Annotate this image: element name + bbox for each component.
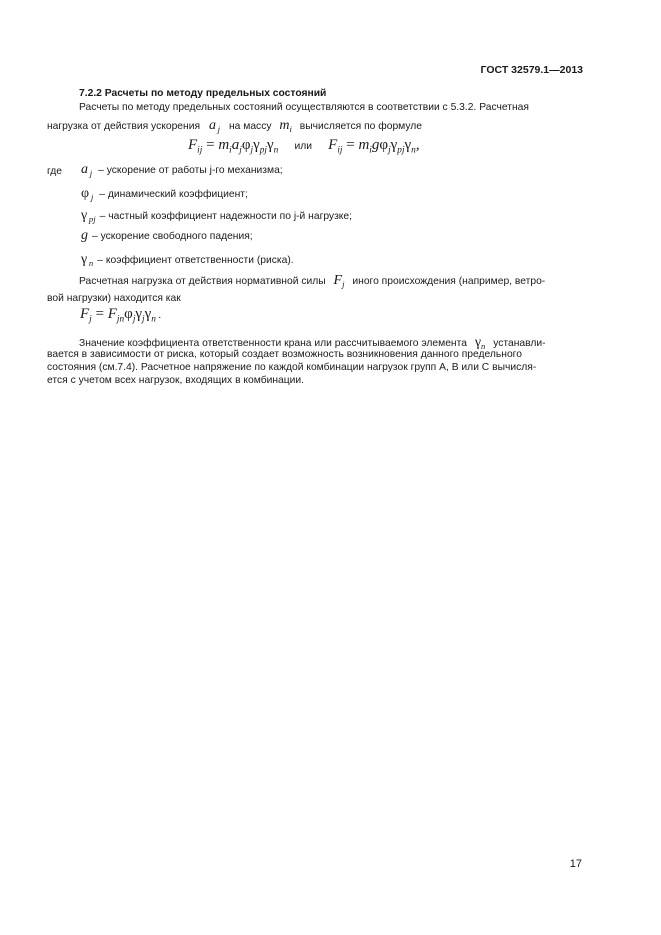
- paragraph-3-line-4: ется с учетом всех нагрузок, входящих в комбинации.: [47, 375, 305, 386]
- definition-gamma-pj: [81, 206, 352, 224]
- formula-load-acceleration: $F_{ij} = m_ia_j\varphi_j\gamma_{pj}\gamma_n$ или $F_{ij} = m_ig\varphi_j\gamma_{pj}\gamma_n$,: [188, 137, 420, 156]
- p3-text-b: устанавли-: [493, 338, 546, 349]
- formula-connector: или: [294, 141, 312, 152]
- symbol-a-j: a $_j$: [208, 118, 221, 135]
- def-symbol-g: g: [81, 228, 88, 243]
- paragraph-3-line-3: состояния (см.7.4). Расчетное напряжение по каждой комбинации нагрузок групп А, В или С вычисля-: [47, 362, 537, 373]
- standard-code: ГОСТ 32579.1—2013: [480, 64, 583, 76]
- page-number: 17: [569, 858, 582, 870]
- p3-text-a: Значение коэффициента ответственности крана или рассчитываемого элемента: [79, 338, 467, 349]
- definition-phi-j: [81, 184, 248, 202]
- section-heading: 7.2.2 Расчеты по методу предельных состояний: [79, 88, 327, 99]
- def-symbol-gamma-n: γ $_n$: [81, 252, 94, 269]
- paragraph-2-line-1: [79, 273, 545, 289]
- formula-normative-force: $F_j = F_{jn}\varphi_j\gamma_j\gamma_n$ .: [80, 306, 161, 325]
- p1-text-b: на массу: [228, 121, 272, 132]
- definition-g: [81, 228, 253, 244]
- p2-text-a: Расчетная нагрузка от действия нормативной силы: [79, 276, 326, 287]
- p2-text-b: иного происхождения (например, ветро-: [352, 276, 546, 287]
- symbol-gamma-n: $\gamma_n$: [474, 335, 486, 352]
- def-symbol-a-j: a $_j$: [81, 162, 93, 179]
- paragraph-3-line-2: вается в зависимости от риска, который создает возможность возникновения данного предельного: [47, 349, 522, 360]
- paragraph-2-line-2: вой нагрузки) находится как: [47, 293, 181, 304]
- paragraph-1-line-1: Расчеты по методу предельных состояний осуществляются в соответствии с 5.3.2. Расчетная: [79, 102, 529, 113]
- def-text-gamma-pj: – частный коэффициент надежности по j-й нагрузке;: [99, 211, 353, 222]
- def-text-a-j: – ускорение от работы j-го механизма;: [98, 165, 283, 176]
- def-text-gamma-n: – коэффициент ответственности (риска).: [97, 255, 294, 266]
- p1-text-c: вычисляется по формуле: [299, 121, 423, 132]
- symbol-m-i: $m_i$: [279, 118, 292, 135]
- paragraph-1-line-2: [47, 118, 422, 134]
- def-text-phi-j: – динамический коэффициент;: [99, 189, 248, 200]
- definition-a-j: [81, 162, 283, 178]
- def-text-g: – ускорение свободного падения;: [92, 231, 253, 242]
- symbol-F-j: $F_j$: [333, 273, 345, 290]
- where-label: где: [47, 166, 63, 177]
- p1-text-a: нагрузка от действия ускорения: [47, 121, 201, 132]
- def-symbol-phi-j: φ $_j$: [81, 186, 94, 203]
- def-symbol-gamma-pj: γ $_{pj}$: [81, 208, 96, 225]
- definition-gamma-n: [81, 250, 294, 268]
